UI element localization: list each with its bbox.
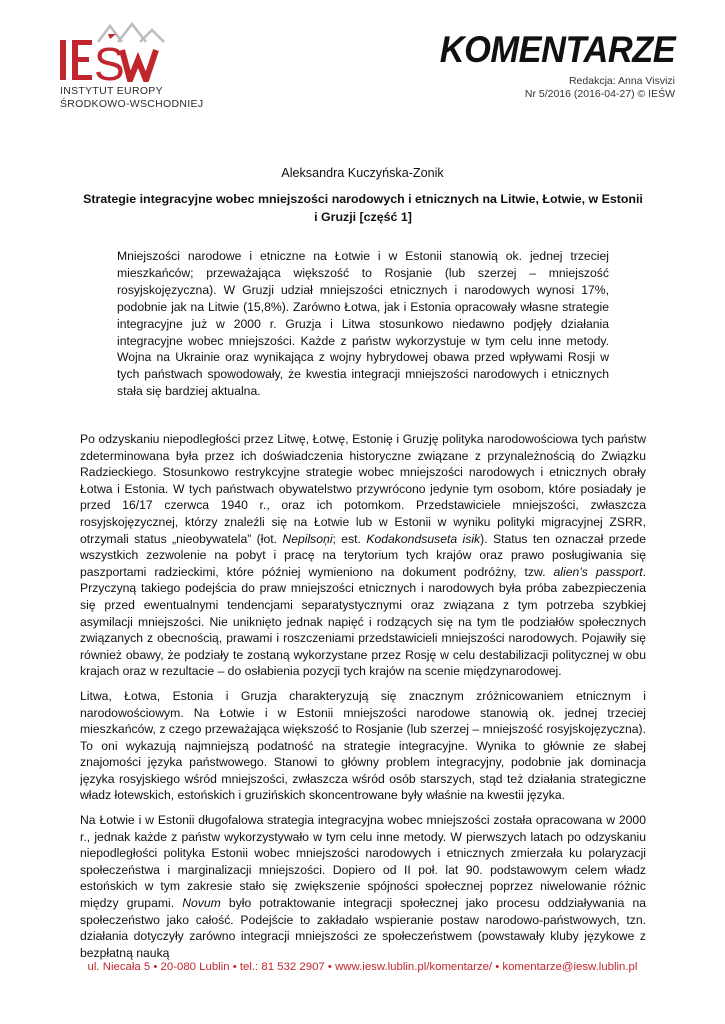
page-footer: ul. Niecała 5 • 20-080 Lublin • tel.: 81 532 2907 • www.iesw.lublin.pl/komentarze/ • komentarze@iesw.lublin.pl: [87, 961, 638, 973]
article-body: [80, 431, 646, 971]
body-paragraph-3: Na Łotwie i w Estonii długofalowa strategia integracyjna wobec mniejszości została opracowana w 2000 r., jednak każde z państw wykorzystywało w tym celu inne metody. W pierwszych latach po odzyskaniu niepodległości polityka Estonii wobec mniejszości narodowych i etnicznych zmierzała ku polaryzacji społeczeństwa i marginalizacji mniejszości. Dopiero od II poł. lat 90. podstawowym celem władz estońskich w tym zakresie stało się zwiększenie spójności społecznej poprzez niwelowanie różnic między grupami. Novum było potraktowanie integracji społecznej jako procesu oddziaływania na społeczeństwo jako całość. Podejście to zakładało wspieranie postaw narodowo-państwowych, tzn. działania dotyczyły zarówno integracji mniejszości ze społeczeństwem (powstawały kluby językowe z bezpłatną nauką: [80, 813, 646, 960]
body-paragraph-2: Litwa, Łotwa, Estonia i Gruzja charakteryzują się znacznym zróżnicowaniem etnicznym i narodowościowym. Na Łotwie i w Estonii mniejszości narodowe stanowią ok. jednej trzeciej mieszkańców, z czego przeważająca większość to Rosjanie (lub szerzej – mniejszość rosyjskojęzyczna). To oni wykazują najmniejszą podatność na strategie integracyjne. Wynika to głównie ze słabej znajomości języka państwowego. Stanowi to główny problem integracyjny, podobnie jak dominacja języka rosyjskiego wśród mniejszości, zwłaszcza wśród osób starszych, stąd też działania strategiczne władz łotewskich, estońskich i gruzińskich skoncentrowane były właśnie na kwestii języka.: [80, 688, 646, 803]
logo-mark-icon: [58, 20, 168, 82]
masthead-editor: Redakcja: Anna Visvizi: [568, 75, 675, 87]
masthead-issue: Nr 5/2016 (2016-04-27) © IEŚW: [524, 88, 675, 100]
masthead: [422, 30, 675, 100]
logo-letter-s: S: [94, 38, 125, 82]
article-author: Aleksandra Kuczyńska-Zonik: [281, 166, 444, 180]
masthead-title: KOMENTARZE: [439, 29, 675, 70]
lead-paragraph: Mniejszości narodowe i etniczne na Łotwie i w Estonii stanowią ok. jednej trzeciej mieszkańców; przeważająca większość to Rosjanie (lub szerzej – mniejszość rosyjskojęzyczna). W Gruzji udział mniejszości etnicznych i narodowych wynosi 17%, podobnie jak na Litwie (15,8%). Zarówno Łotwa, jak i Estonia opracowały własne strategie integracyjne już w 2000 r. Gruzja i Litwa stosunkowo niedawno podjęły działania integracyjne wobec mniejszości. Każde z państw wykorzystuje w tym celu inne metody. Wojna na Ukrainie oraz wynikająca z wojny hybrydowej obawa przed wpływami Rosji w tych państwach spowodowały, że kwestia integracji mniejszości narodowych i etnicznych stała się bardziej aktualna.: [117, 249, 609, 399]
article-title: Strategie integracyjne wobec mniejszości narodowych i etnicznych na Litwie, Łotwie, w Estonii i Gruzji [część 1]: [83, 192, 643, 224]
iesw-logo: [58, 20, 238, 112]
body-paragraph-1: Po odzyskaniu niepodległości przez Litwę, Łotwę, Estonię i Gruzję polityka narodowościowa tych państw zdeterminowana była przez ich doświadczenia historyczne związane z przynależnością do Związku Radzieckiego. Stosunkowo restrykcyjne strategie wobec mniejszości narodowych i etnicznych obrały Łotwa i Estonia. W tych państwach obywatelstwo przywrócono jedynie tym osobom, które posiadały je przed 16/17 czerwca 1940 r., oraz ich potomkom. Przedstawiciele mniejszości, zwłaszcza rosyjskojęzycznej, którzy znaleźli się na Łotwie lub w Estonii w wyniku polityki migracyjnej ZSRR, otrzymali status „nieobywatela” (łot. Nepilsoņi; est. Kodakondsuseta isik). Status ten oznaczał przede wszystkich zezwolenie na pobyt i pracę na terytorium tych krajów oraz prawo posługiwania się paszportami radzieckimi, które później wymieniono na dokument podróżny, tzw. alien’s passport. Przyczyną takiego podejścia do praw mniejszości etnicznych i narodowych była próba zabezpieczenia się przed ewentualnymi tendencjami separatystycznymi oraz związana z tym potrzeba szybkiej asymilacji mniejszości. Nie uniknięto jednak napięć i rodzących się na tym tle podziałów społecznych związanych z obecnością, prawami i roszczeniami przedstawicieli mniejszości narodowych. Pojawiły się również obawy, że podziały te zostaną wykorzystane przez Rosję w celu destabilizacji politycznej w obu krajach oraz w rezultacie – do osłabienia pozycji tych krajów na scenie międzynarodowej.: [80, 432, 646, 679]
article-lead: [117, 248, 609, 400]
logo-line-region: ŚRODKOWO-WSCHODNIEJ: [60, 98, 204, 110]
logo-line-institute: INSTYTUT EUROPY: [60, 85, 163, 97]
